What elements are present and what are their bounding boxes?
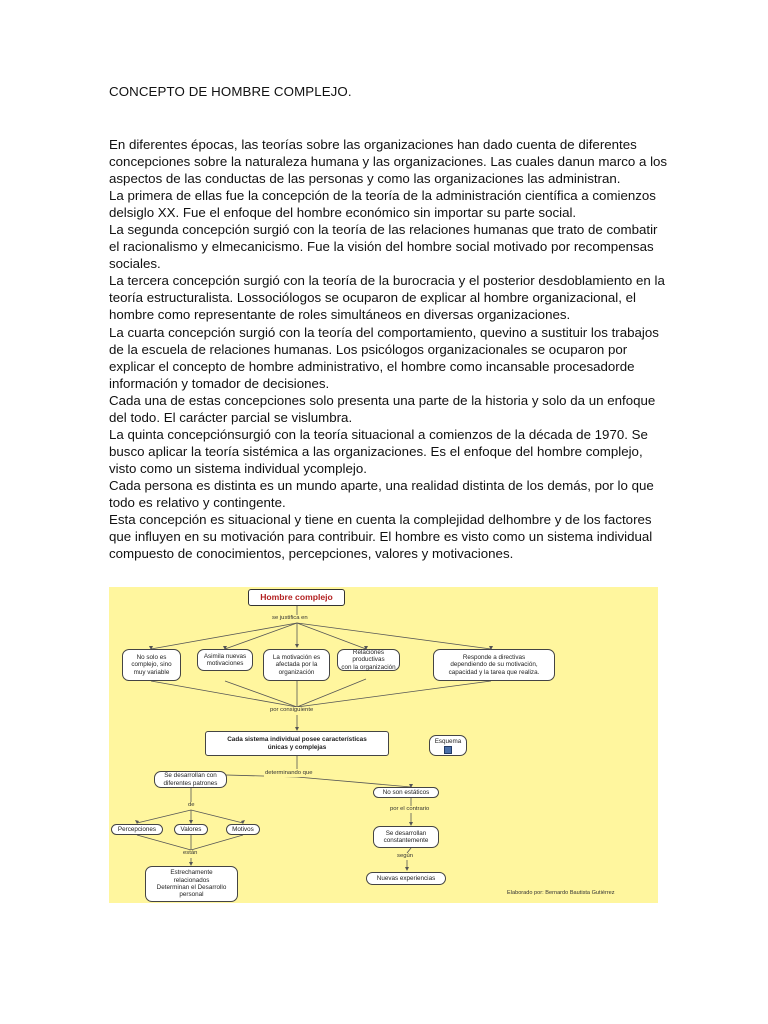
reason-node: No solo es complejo, sino muy variable — [122, 649, 181, 681]
schema-icon — [444, 746, 452, 754]
reason-node: Asimila nuevas motivaciones — [197, 649, 253, 671]
esquema-label: Esquema — [434, 738, 462, 745]
paragraph: La quinta concepciónsurgió con la teoría situacional a comienzos de la década de 1970. Se busco aplicar la teoría sistémica a las organizaciones. Es el enfoque del hombre complejo, visto como un sistema individual ycomplejo. — [109, 426, 648, 476]
link-label: por consiguiente — [270, 707, 314, 713]
root-node: Hombre complejo — [248, 589, 345, 606]
paragraph: La segunda concepción surgió con la teoría de las relaciones humanas que trato de combatir el racionalismo y elmecanicismo. Fue la visión del hombre social motivado por recompensas sociales. — [109, 222, 658, 272]
central-node: Cada sistema individual posee características únicas y complejas — [205, 731, 389, 756]
experiences-node: Nuevas experiencias — [366, 872, 446, 885]
concept-map-figure — [109, 587, 658, 903]
right-node: No son estáticos — [373, 787, 439, 798]
reason-node: Relaciones productivas con la organización — [337, 649, 400, 671]
credit-text: Elaborado por: Bernardo Bautista Gutiérrez — [507, 890, 615, 896]
reason-node: Responde a directivas dependiendo de su motivación, capacidad y la tarea que realiza. — [433, 649, 555, 681]
link-label: determinando que — [265, 770, 313, 776]
link-label: por el contrario — [390, 806, 430, 812]
related-node: Estrechamente relacionados Determinan el Desarrollo personal — [145, 866, 238, 902]
paragraph: Cada persona es distinta es un mundo aparte, una realidad distinta de los demás, por lo que todo es relativo y contingente. — [109, 477, 654, 510]
esquema-node — [429, 735, 467, 756]
document-body — [109, 136, 669, 562]
pattern-node: Percepciones — [111, 824, 163, 835]
link-label: se justifica en — [272, 615, 308, 621]
link-label: de — [188, 802, 195, 808]
paragraph: En diferentes épocas, las teorías sobre las organizaciones han dado cuenta de diferentes concepciones sobre la naturaleza humana y las organizaciones. Las cuales danun marco a los aspectos de las conductas de las personas y como las organizaciones las administran. — [109, 137, 668, 187]
paragraph: La cuarta concepción surgió con la teoría del comportamiento, quevino a sustituir los trabajos de la escuela de relaciones humanas. Los psicólogos organizacionales se ocuparon por explicar el concepto de hombre administrativo, el hombre como incansable procesadorde información y tomador de decisiones. — [109, 324, 659, 391]
pattern-node: Valores — [174, 824, 208, 835]
reason-node: La motivación es afectada por la organización — [263, 649, 330, 681]
paragraph: Cada una de estas concepciones solo presenta una parte de la historia y solo da un enfoque del todo. El carácter parcial se vislumbra. — [109, 392, 656, 425]
paragraph: La tercera concepción surgió con la teoría de la burocracia y el posterior desdoblamiento en la teoría estructuralista. Lossociólogos se ocuparon de explicar al hombre organizacional, el hombre como representante de roles simultáneos en diversas organizaciones. — [109, 273, 665, 323]
document-title: CONCEPTO DE HOMBRE COMPLEJO. — [109, 84, 352, 99]
paragraph: La primera de ellas fue la concepción de la teoría de la administración científica a comienzos delsiglo XX. Fue el enfoque del hombre económico sin importar su parte social. — [109, 188, 656, 221]
pattern-node: Motivos — [226, 824, 260, 835]
paragraph: Esta concepción es situacional y tiene en cuenta la complejidad delhombre y de los factores que influyen en su motivación para contribuir. El hombre es visto como un sistema individual compuesto de conocimientos, percepciones, valores y motivaciones. — [109, 512, 653, 562]
link-label: están — [183, 850, 198, 856]
left-node: Se desarrollan con diferentes patrones — [154, 771, 227, 788]
develop-node: Se desarrollan constantemente — [373, 826, 439, 848]
link-label: según — [397, 853, 414, 859]
